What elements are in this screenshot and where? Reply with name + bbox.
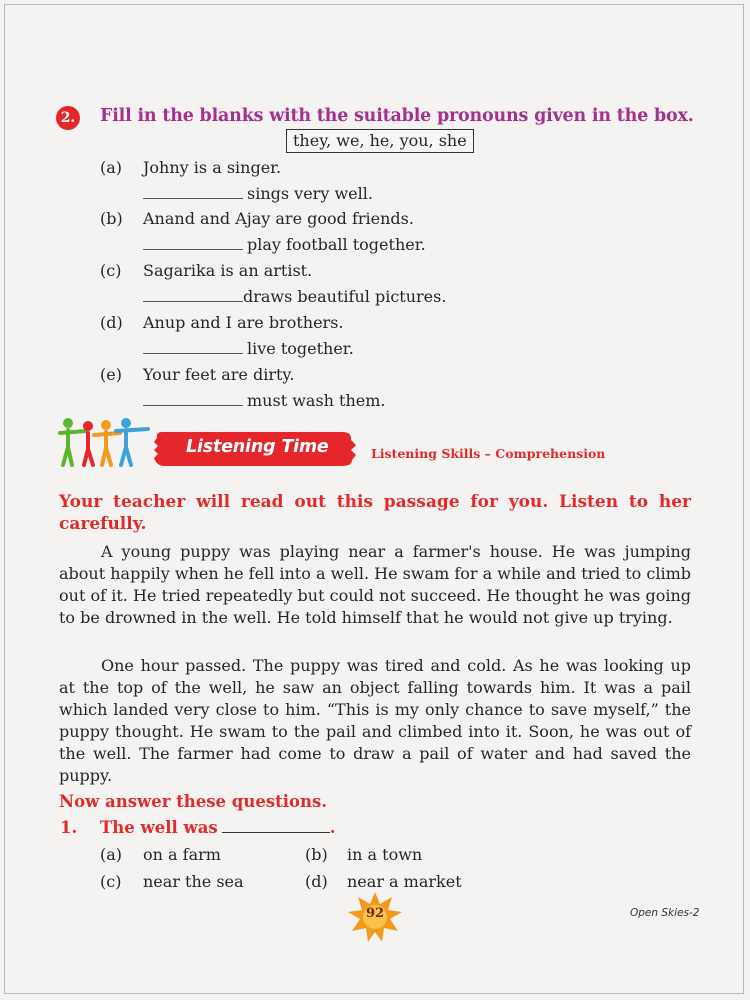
item-completion: must wash them. — [247, 391, 386, 410]
children-figures-icon — [58, 417, 150, 469]
item-sentence: Anup and I are brothers. — [143, 313, 344, 332]
item-completion-line — [143, 391, 386, 410]
answer-blank[interactable] — [143, 287, 243, 302]
option-text[interactable]: near a market — [347, 872, 462, 891]
answer-blank[interactable] — [143, 235, 243, 250]
question-end: . — [329, 818, 336, 837]
item-completion: sings very well. — [247, 184, 373, 203]
item-completion-line — [143, 184, 373, 203]
item-sentence: Sagarika is an artist. — [143, 261, 313, 280]
answer-blank[interactable] — [143, 184, 243, 199]
item-sentence: Anand and Ajay are good friends. — [143, 209, 414, 228]
item-completion: live together. — [247, 339, 354, 358]
item-label: (c) — [100, 261, 122, 280]
option-label: (b) — [305, 845, 328, 864]
pronoun-word-box: they, we, he, you, she — [286, 129, 474, 153]
question-number: 1. — [60, 818, 78, 837]
question-text: The well was — [100, 818, 218, 837]
option-label: (c) — [100, 872, 122, 891]
listening-subtitle: Listening Skills – Comprehension — [371, 446, 606, 461]
option-label: (a) — [100, 845, 123, 864]
passage-paragraph-2: One hour passed. The puppy was tired and cold. As he was looking up at the top of the well, he saw an object falling towards him. It was a pail which landed very close to him. “This is my only chance to save myself,” the puppy thought. He swam to the pail and climbed into it. Soon, he was out of the well. The farmer had come to draw a pail of water and had saved the puppy. — [59, 656, 691, 785]
question-number-badge: 2. — [56, 106, 80, 130]
passage-paragraph-1: A young puppy was playing near a farmer's house. He was jumping about happily when he fell into a well. He swam for a while and tried to climb out of it. He tried repeatedly but could not succeed. He thought he was going to be drowned in the well. He told himself that he would not give up trying. — [59, 542, 691, 627]
item-completion-line — [143, 235, 426, 254]
questions-heading: Now answer these questions. — [59, 792, 328, 811]
exercise-title: Fill in the blanks with the suitable pronouns given in the box. — [100, 106, 694, 126]
item-completion: draws beautiful pictures. — [243, 287, 447, 306]
item-label: (d) — [100, 313, 123, 332]
question-text-line — [100, 818, 335, 837]
answer-blank[interactable] — [222, 818, 330, 833]
item-completion: play football together. — [247, 235, 426, 254]
item-sentence: Johny is a singer. — [143, 158, 282, 177]
item-sentence: Your feet are dirty. — [143, 365, 295, 384]
item-completion-line — [143, 287, 446, 306]
item-label: (e) — [100, 365, 122, 384]
item-label: (a) — [100, 158, 123, 177]
listening-time-label: Listening Time — [186, 437, 329, 457]
answer-blank[interactable] — [143, 339, 243, 354]
listening-instruction: Your teacher will read out this passage for you. Listen to her carefully. — [59, 492, 691, 534]
answer-blank[interactable] — [143, 391, 243, 406]
item-completion-line — [143, 339, 354, 358]
option-text[interactable]: in a town — [347, 845, 423, 864]
option-text[interactable]: near the sea — [143, 872, 244, 891]
item-label: (b) — [100, 209, 123, 228]
option-text[interactable]: on a farm — [143, 845, 221, 864]
book-footer: Open Skies-2 — [630, 907, 700, 919]
page-number: 92 — [365, 906, 385, 921]
option-label: (d) — [305, 872, 328, 891]
